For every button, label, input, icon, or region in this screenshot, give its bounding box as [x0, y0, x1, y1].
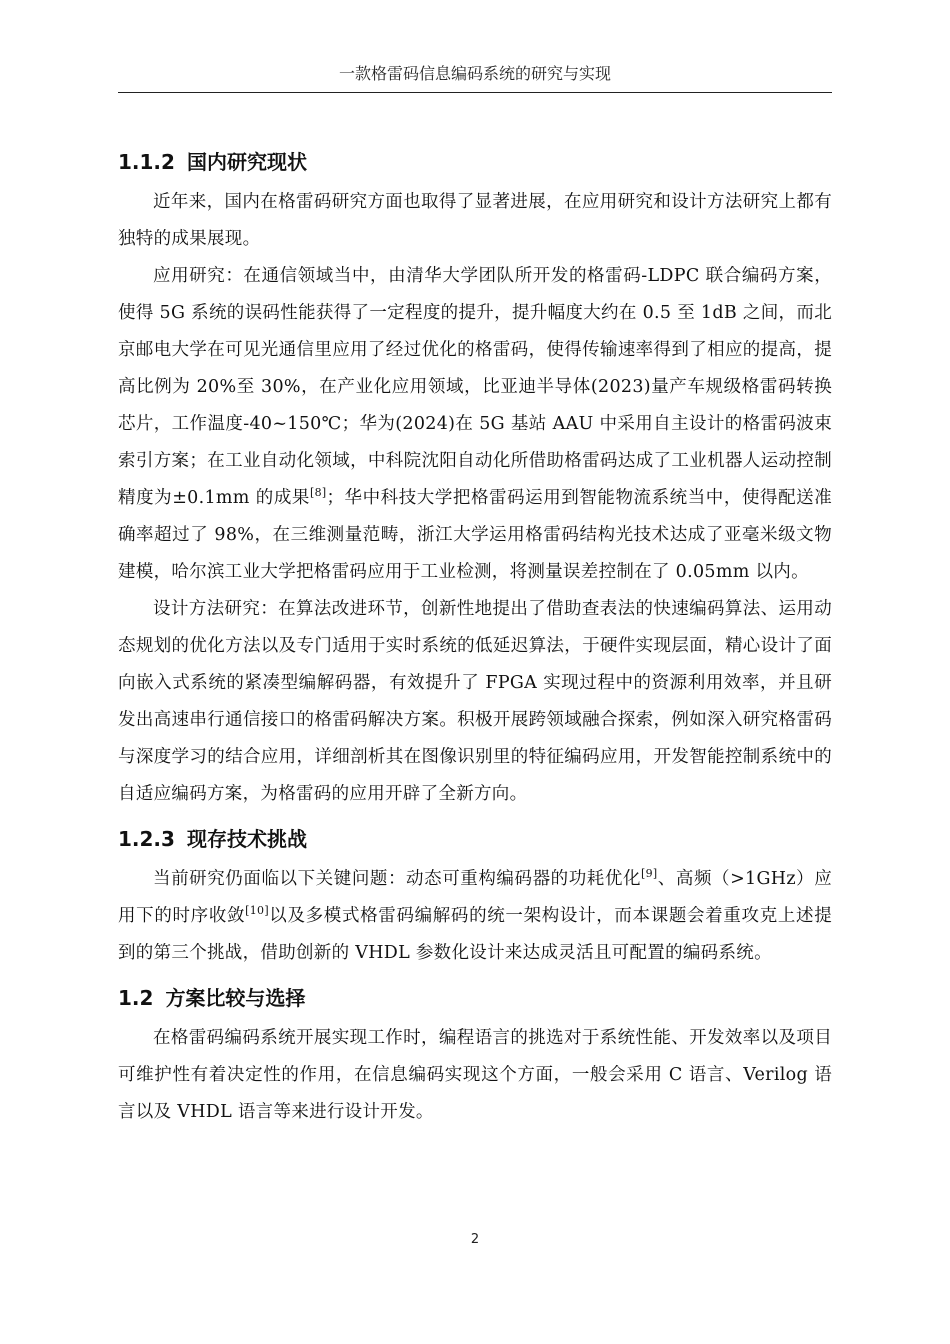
paragraph-text: 、高频（>1GHz）应用下的时序收敛 — [118, 869, 832, 926]
citation-ref: [10] — [245, 904, 269, 918]
section-title: 方案比较与选择 — [165, 986, 306, 1010]
section-heading-1-1-2 — [118, 140, 832, 184]
paragraph-text: 当前研究仍面临以下关键问题：动态可重构编码器的功耗优化 — [153, 869, 642, 889]
page-number: 2 — [470, 1232, 480, 1247]
paragraph-challenges — [118, 861, 832, 972]
paragraph-application-research — [118, 258, 832, 591]
section-title: 现存技术挑战 — [186, 827, 307, 851]
page-footer — [0, 1232, 950, 1247]
paragraph-text: ；华中科技大学把格雷码运用到智能物流系统当中，使得配送准确率超过了 98%，在三维测量范畴，浙江大学运用格雷码结构光技术达成了亚毫米级文物建模，哈尔滨工业大学把格雷码应用于工业检测，将测量误差控制在了 0.05mm 以内。 — [118, 488, 832, 582]
running-header-title: 一款格雷码信息编码系统的研究与实现 — [338, 64, 611, 83]
section-number: 1.2.3 — [118, 827, 175, 851]
section-heading-1-2 — [118, 976, 832, 1020]
paragraph-text: 以及多模式格雷码编解码的统一架构设计，而本课题会着重攻克上述提到的第三个挑战，借助创新的 VHDL 参数化设计来达成灵活且可配置的编码系统。 — [118, 906, 832, 963]
page-body — [118, 140, 832, 1131]
paragraph-text: 应用研究：在通信领域当中，由清华大学团队所开发的格雷码-LDPC 联合编码方案，使得 5G 系统的误码性能获得了一定程度的提升，提升幅度大约在 0.5 至 1dB 之间，而北京邮电大学在可见光通信里应用了经过优化的格雷码，使得传输速率得到了相应的提高，提高比例为 20%至 30%，在产业化应用领域，比亚迪半导体(2023)量产车规级格雷码转换芯片，工作温度-40~150℃；华为(2024)在 5G 基站 AAU 中采用自主设计的格雷码波束索引方案；在工业自动化领域，中科院沈阳自动化所借助格雷码达成了工业机器人运动控制精度为±0.1mm 的成果 — [118, 266, 832, 508]
paragraph-scheme-selection: 在格雷码编码系统开展实现工作时，编程语言的挑选对于系统性能、开发效率以及项目可维护性有着决定性的作用，在信息编码实现这个方面，一般会采用 C 语言、Verilog 语言以及 VHDL 语言等来进行设计开发。 — [118, 1028, 832, 1122]
citation-ref: [8] — [310, 486, 327, 500]
paragraph-design-method-research: 设计方法研究：在算法改进环节，创新性地提出了借助查表法的快速编码算法、运用动态规划的优化方法以及专门适用于实时系统的低延迟算法，于硬件实现层面，精心设计了面向嵌入式系统的紧凑型编解码器，有效提升了 FPGA 实现过程中的资源利用效率，并且研发出高速串行通信接口的格雷码解决方案。积极开展跨领域融合探索，例如深入研究格雷码与深度学习的结合应用，详细剖析其在图像识别里的特征编码应用，开发智能控制系统中的自适应编码方案，为格雷码的应用开辟了全新方向。 — [118, 599, 832, 804]
section-number: 1.2 — [118, 986, 154, 1010]
running-header — [118, 58, 832, 93]
section-heading-1-2-3 — [118, 817, 832, 861]
section-number: 1.1.2 — [118, 150, 175, 174]
section-title: 国内研究现状 — [186, 150, 307, 174]
paragraph-intro: 近年来，国内在格雷码研究方面也取得了显著进展，在应用研究和设计方法研究上都有独特的成果展现。 — [118, 192, 832, 249]
citation-ref: [9] — [641, 867, 658, 881]
